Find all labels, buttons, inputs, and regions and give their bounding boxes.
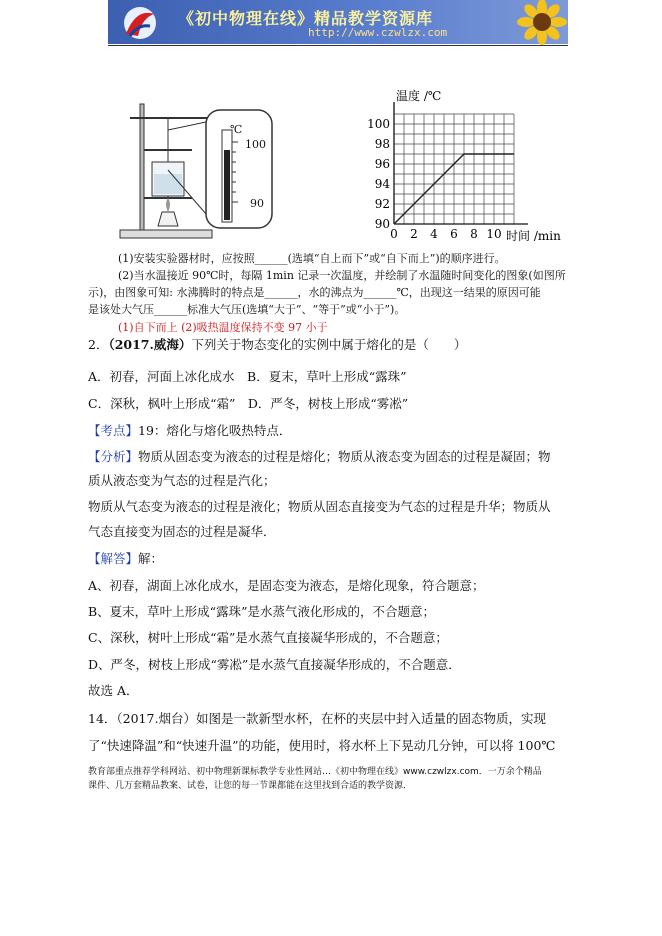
footer-line2: 课件、几万套精品教案、试卷，让您的每一节课都能在这里找到合适的教学资源． <box>88 781 413 791</box>
x-tick-label: 6 <box>450 227 458 241</box>
logo-icon <box>116 4 164 42</box>
q2-fenxi-line4: 气态直接变为固态的过程是凝华． <box>88 524 276 539</box>
banner-url[interactable]: http://www.czwlzx.com <box>308 26 448 39</box>
q2-jieda <box>88 551 163 567</box>
x-tick-label: 10 <box>486 227 502 241</box>
q2-answer-d: D、严冬，树枝上形成“雾凇”是水蒸气直接凝华形成的，不合题意． <box>88 657 461 672</box>
q2-number: 2． <box>88 337 109 352</box>
q1-answer: (1)自下而上 (2)吸热温度保持不变 97 小于 <box>118 321 328 334</box>
thermometer-100-label: 100 <box>245 138 266 151</box>
q2-stem-text: 下列关于物态变化的实例中属于熔化的是（ ） <box>191 337 467 352</box>
thermometer-90-label: 90 <box>250 197 264 210</box>
banner-title: 《初中物理在线》精品教学资源库 <box>178 9 434 28</box>
jieda-text: 解： <box>138 551 164 566</box>
y-tick-label: 94 <box>374 177 390 191</box>
q2-source: （2017.威海） <box>108 337 192 352</box>
q2-answer-c: C、深秋，树叶上形成“霜”是水蒸气直接凝华形成的，不合题意； <box>88 630 448 645</box>
q2-stem <box>88 337 466 353</box>
x-tick-label: 0 <box>390 227 398 241</box>
jieda-tag: 【解答】 <box>88 551 139 566</box>
x-tick-label: 2 <box>410 227 418 241</box>
q2-options-ab: A．初春，河面上冰化成水 B．夏末，草叶上形成“露珠” <box>88 369 407 384</box>
y-axis-label: 温度 /℃ <box>396 89 442 103</box>
kaodian-text: 19：熔化与熔化吸热特点． <box>138 423 292 438</box>
x-axis-label: 时间 /min <box>506 229 561 243</box>
y-tick-label: 90 <box>374 217 390 231</box>
q2-fenxi-line2: 质从液态变为气态的过程是汽化； <box>88 473 276 488</box>
header-rule <box>108 45 568 46</box>
q14-line1: 14．（2017.烟台）如图是一款新型水杯，在杯的夹层中封入适量的固态物质，实现 <box>88 711 546 726</box>
x-tick-label: 4 <box>430 227 438 241</box>
header-banner <box>108 0 568 44</box>
q1-part1: (1)安装实验器材时，应按照______(选填“自上而下”或“自下而上”)的顺序进行。 <box>118 252 506 265</box>
q1-part2a: (2)当水温接近 90℃时，每隔 1min 记录一次温度，并绘制了水温随时间变化的图象(如图所 <box>118 269 566 282</box>
q2-kaodian <box>88 423 291 439</box>
apparatus-figure <box>118 90 278 242</box>
thermometer-unit: ℃ <box>230 123 243 136</box>
q1-part2b: 示)，由图象可知: 水沸腾时的特点是______，水的沸点为______℃，出现这一结果的原因可能 <box>88 286 541 299</box>
x-tick-label: 8 <box>470 227 478 241</box>
y-tick-label: 92 <box>374 197 390 211</box>
q2-conclusion: 故选 A． <box>88 683 139 698</box>
q2-answer-b: B、夏末，草叶上形成“露珠”是水蒸气液化形成的，不合题意； <box>88 604 435 619</box>
y-tick-label: 96 <box>374 157 390 171</box>
q2-fenxi-line3: 物质从气态变为液态的过程是液化；物质从固态直接变为气态的过程是升华；物质从 <box>88 499 551 514</box>
footer-line1: 教育部重点推荐学科网站、初中物理新课标教学专业性网站…《初中物理在线》www.czwlzx.com．一万余个精品 <box>88 767 542 777</box>
sunflower-icon <box>516 0 568 44</box>
y-tick-label: 98 <box>374 137 390 151</box>
fenxi-text-1: 物质从固态变为液态的过程是熔化；物质从液态变为固态的过程是凝固；物 <box>138 449 551 464</box>
q1-part2c: 是该处大气压______标准大气压(选填“大于”、“等于”或“小于”)。 <box>88 303 406 316</box>
q2-options-cd: C．深秋，枫叶上形成“霜” D．严冬，树枝上形成“雾凇” <box>88 396 409 411</box>
q2-fenxi-line1 <box>88 449 551 465</box>
fenxi-tag: 【分析】 <box>88 449 139 464</box>
y-tick-label: 100 <box>367 117 390 131</box>
q2-answer-a: A、初春，湖面上冰化成水，是固态变为液态，是熔化现象，符合题意； <box>88 578 485 593</box>
q14-line2: 了“快速降温”和“快速升温”的功能，使用时，将水杯上下晃动几分钟，可以将 100℃ <box>88 738 556 753</box>
temperature-chart <box>350 84 561 246</box>
kaodian-tag: 【考点】 <box>88 423 139 438</box>
